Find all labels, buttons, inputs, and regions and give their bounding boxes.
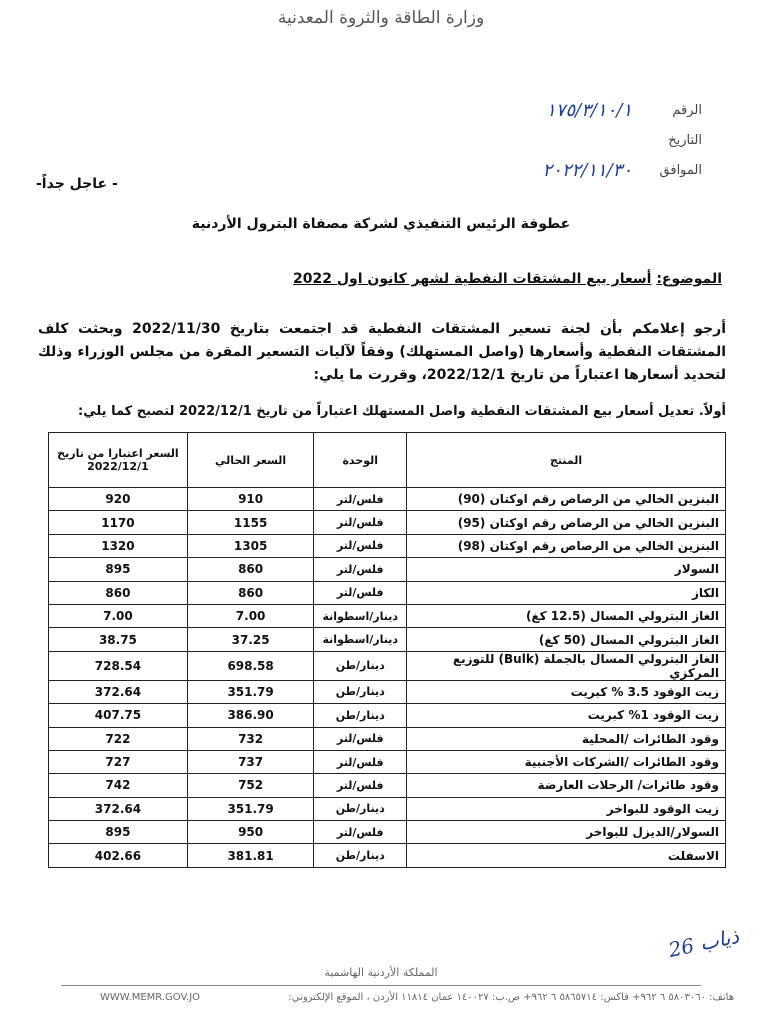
cell-current-price: 386.90: [187, 704, 313, 727]
cell-product: وقود الطائرات /الشركات الأجنبية: [407, 750, 726, 773]
cell-unit: فلس/لتر: [314, 750, 407, 773]
cell-product: الاسفلت: [407, 844, 726, 867]
cell-product: البنزين الخالي من الرصاص رقم اوكتان (98): [407, 534, 726, 557]
table-row: [49, 488, 726, 511]
cell-product: السولار/الديزل للبواخر: [407, 821, 726, 844]
table-row: [49, 581, 726, 604]
cell-unit: دينار/طن: [314, 651, 407, 680]
cell-current-price: 950: [187, 821, 313, 844]
cell-product: البنزين الخالي من الرصاص رقم اوكتان (95): [407, 511, 726, 534]
table-row: [49, 651, 726, 680]
ministry-logo-text: وزارة الطاقة والثروة المعدنية: [277, 8, 485, 28]
cell-product: الغاز البترولي المسال (50 كغ): [407, 628, 726, 651]
reference-number-row: [442, 96, 702, 126]
cell-unit: فلس/لتر: [314, 821, 407, 844]
footer-website: WWW.MEMR.GOV.JO: [100, 992, 201, 1003]
table-row: [49, 534, 726, 557]
cell-current-price: 351.79: [187, 797, 313, 820]
table-row: [49, 821, 726, 844]
cell-unit: فلس/لتر: [314, 774, 407, 797]
cell-current-price: 1155: [187, 511, 313, 534]
cell-new-price: 895: [49, 821, 188, 844]
table-row: [49, 511, 726, 534]
cell-current-price: 351.79: [187, 680, 313, 703]
table-header-row: [49, 433, 726, 488]
table-row: [49, 628, 726, 651]
cell-new-price: 895: [49, 558, 188, 581]
cell-current-price: 381.81: [187, 844, 313, 867]
subject-label: الموضوع:: [656, 271, 722, 287]
cell-product: زيت الوقود 1% كبريت: [407, 704, 726, 727]
corresponding-label: الموافق: [659, 163, 702, 178]
cell-unit: فلس/لتر: [314, 581, 407, 604]
reference-block: [442, 96, 702, 186]
table-row: [49, 797, 726, 820]
cell-current-price: 737: [187, 750, 313, 773]
cell-unit: دينار/طن: [314, 704, 407, 727]
body-paragraph: أرجو إعلامكم بأن لجنة تسعير المشتقات النفطية قد اجتمعت بتاريخ 2022/11/30 وبحثت كلف المشتقات النفطية وأسعارها (واصل المستهلك) وفقاً لآليات التسعير المقرة من مجلس الوزراء وذلك لتحديد أسعارها اعتباراً من تاريخ 2022/12/1، وقررت ما يلي:: [38, 321, 726, 383]
cell-product: الغاز البترولي المسال (12.5 كغ): [407, 604, 726, 627]
cell-current-price: 860: [187, 581, 313, 604]
footer-contact-row: [0, 992, 762, 1003]
table-row: [49, 680, 726, 703]
cell-unit: فلس/لتر: [314, 488, 407, 511]
cell-current-price: 860: [187, 558, 313, 581]
cell-current-price: 910: [187, 488, 313, 511]
cell-new-price: 1320: [49, 534, 188, 557]
addressee: عطوفة الرئيس التنفيذي لشركة مصفاة البترول الأردنية: [191, 216, 571, 232]
cell-current-price: 732: [187, 727, 313, 750]
cell-current-price: 698.58: [187, 651, 313, 680]
header-new-price: السعر اعتبارا من تاريخ 2022/12/1: [49, 433, 188, 488]
cell-current-price: 37.25: [187, 628, 313, 651]
cell-new-price: 1170: [49, 511, 188, 534]
subject-text: أسعار بيع المشتقات النفطية لشهر كانون اول 2022: [293, 271, 652, 287]
table-row: [49, 844, 726, 867]
corresponding-row: [442, 156, 702, 186]
cell-new-price: 407.75: [49, 704, 188, 727]
cell-new-price: 38.75: [49, 628, 188, 651]
cell-new-price: 7.00: [49, 604, 188, 627]
cell-product: البنزين الخالي من الرصاص رقم اوكتان (90): [407, 488, 726, 511]
corresponding-value: ٢٠٢٢/١١/٣٠: [542, 160, 632, 181]
cell-unit: دينار/اسطوانة: [314, 628, 407, 651]
cell-current-price: 752: [187, 774, 313, 797]
table-row: [49, 558, 726, 581]
cell-current-price: 7.00: [187, 604, 313, 627]
cell-unit: فلس/لتر: [314, 558, 407, 581]
header-unit: الوحدة: [314, 433, 407, 488]
cell-new-price: 742: [49, 774, 188, 797]
header-product: المنتج: [407, 433, 726, 488]
cell-unit: دينار/طن: [314, 844, 407, 867]
date-label: التاريخ: [668, 133, 702, 148]
cell-new-price: 722: [49, 727, 188, 750]
reference-number-value: ١٧٥/٣/١٠/١: [546, 100, 632, 121]
cell-product: زيت الوقود 3.5 % كبريت: [407, 680, 726, 703]
footer-kingdom: المملكة الأردنية الهاشمية: [324, 966, 438, 979]
cell-new-price: 372.64: [49, 680, 188, 703]
handwritten-signature: ذياب 26: [666, 923, 742, 963]
cell-product: وقود طائرات/ الرحلات العارضة: [407, 774, 726, 797]
cell-unit: دينار/طن: [314, 797, 407, 820]
prices-table: [48, 432, 726, 868]
footer-contact: هاتف: ٥٨٠٣٠٦٠ ٦ ٩٦٢+ فاكس: ٥٨٦٥٧١٤ ٦ ٩٦٢+ ص.ب: ١٤٠٠٢٧ عمان ١١٨١٤ الأردن ، الموقع الإلكتروني:: [288, 992, 734, 1003]
cell-product: زيت الوقود للبواخر: [407, 797, 726, 820]
cell-unit: فلس/لتر: [314, 511, 407, 534]
subject-line: [42, 270, 722, 288]
footer: [0, 966, 762, 1003]
urgent-label: - عاجل جداً-: [36, 176, 118, 192]
table-row: [49, 750, 726, 773]
date-row: [442, 126, 702, 156]
cell-current-price: 1305: [187, 534, 313, 557]
cell-product: وقود الطائرات /المحلية: [407, 727, 726, 750]
cell-product: الغاز البترولي المسال بالجملة (Bulk) للتوزيع المركزي: [407, 651, 726, 680]
cell-new-price: 860: [49, 581, 188, 604]
cell-new-price: 402.66: [49, 844, 188, 867]
table-row: [49, 774, 726, 797]
table-row: [49, 604, 726, 627]
cell-product: السولار: [407, 558, 726, 581]
cell-new-price: 727: [49, 750, 188, 773]
cell-unit: فلس/لتر: [314, 534, 407, 557]
first-decision: أولاً. تعديل أسعار بيع المشتقات النفطية واصل المستهلك اعتباراً من تاريخ 2022/12/1 لتصبح كما يلي:: [78, 404, 726, 419]
cell-unit: دينار/اسطوانة: [314, 604, 407, 627]
cell-new-price: 920: [49, 488, 188, 511]
table-row: [49, 704, 726, 727]
cell-new-price: 728.54: [49, 651, 188, 680]
table-row: [49, 727, 726, 750]
cell-unit: فلس/لتر: [314, 727, 407, 750]
reference-number-label: الرقم: [672, 103, 702, 118]
cell-unit: دينار/طن: [314, 680, 407, 703]
cell-new-price: 372.64: [49, 797, 188, 820]
table-body: [49, 488, 726, 868]
header-current-price: السعر الحالي: [187, 433, 313, 488]
cell-product: الكاز: [407, 581, 726, 604]
footer-divider: [61, 985, 701, 986]
